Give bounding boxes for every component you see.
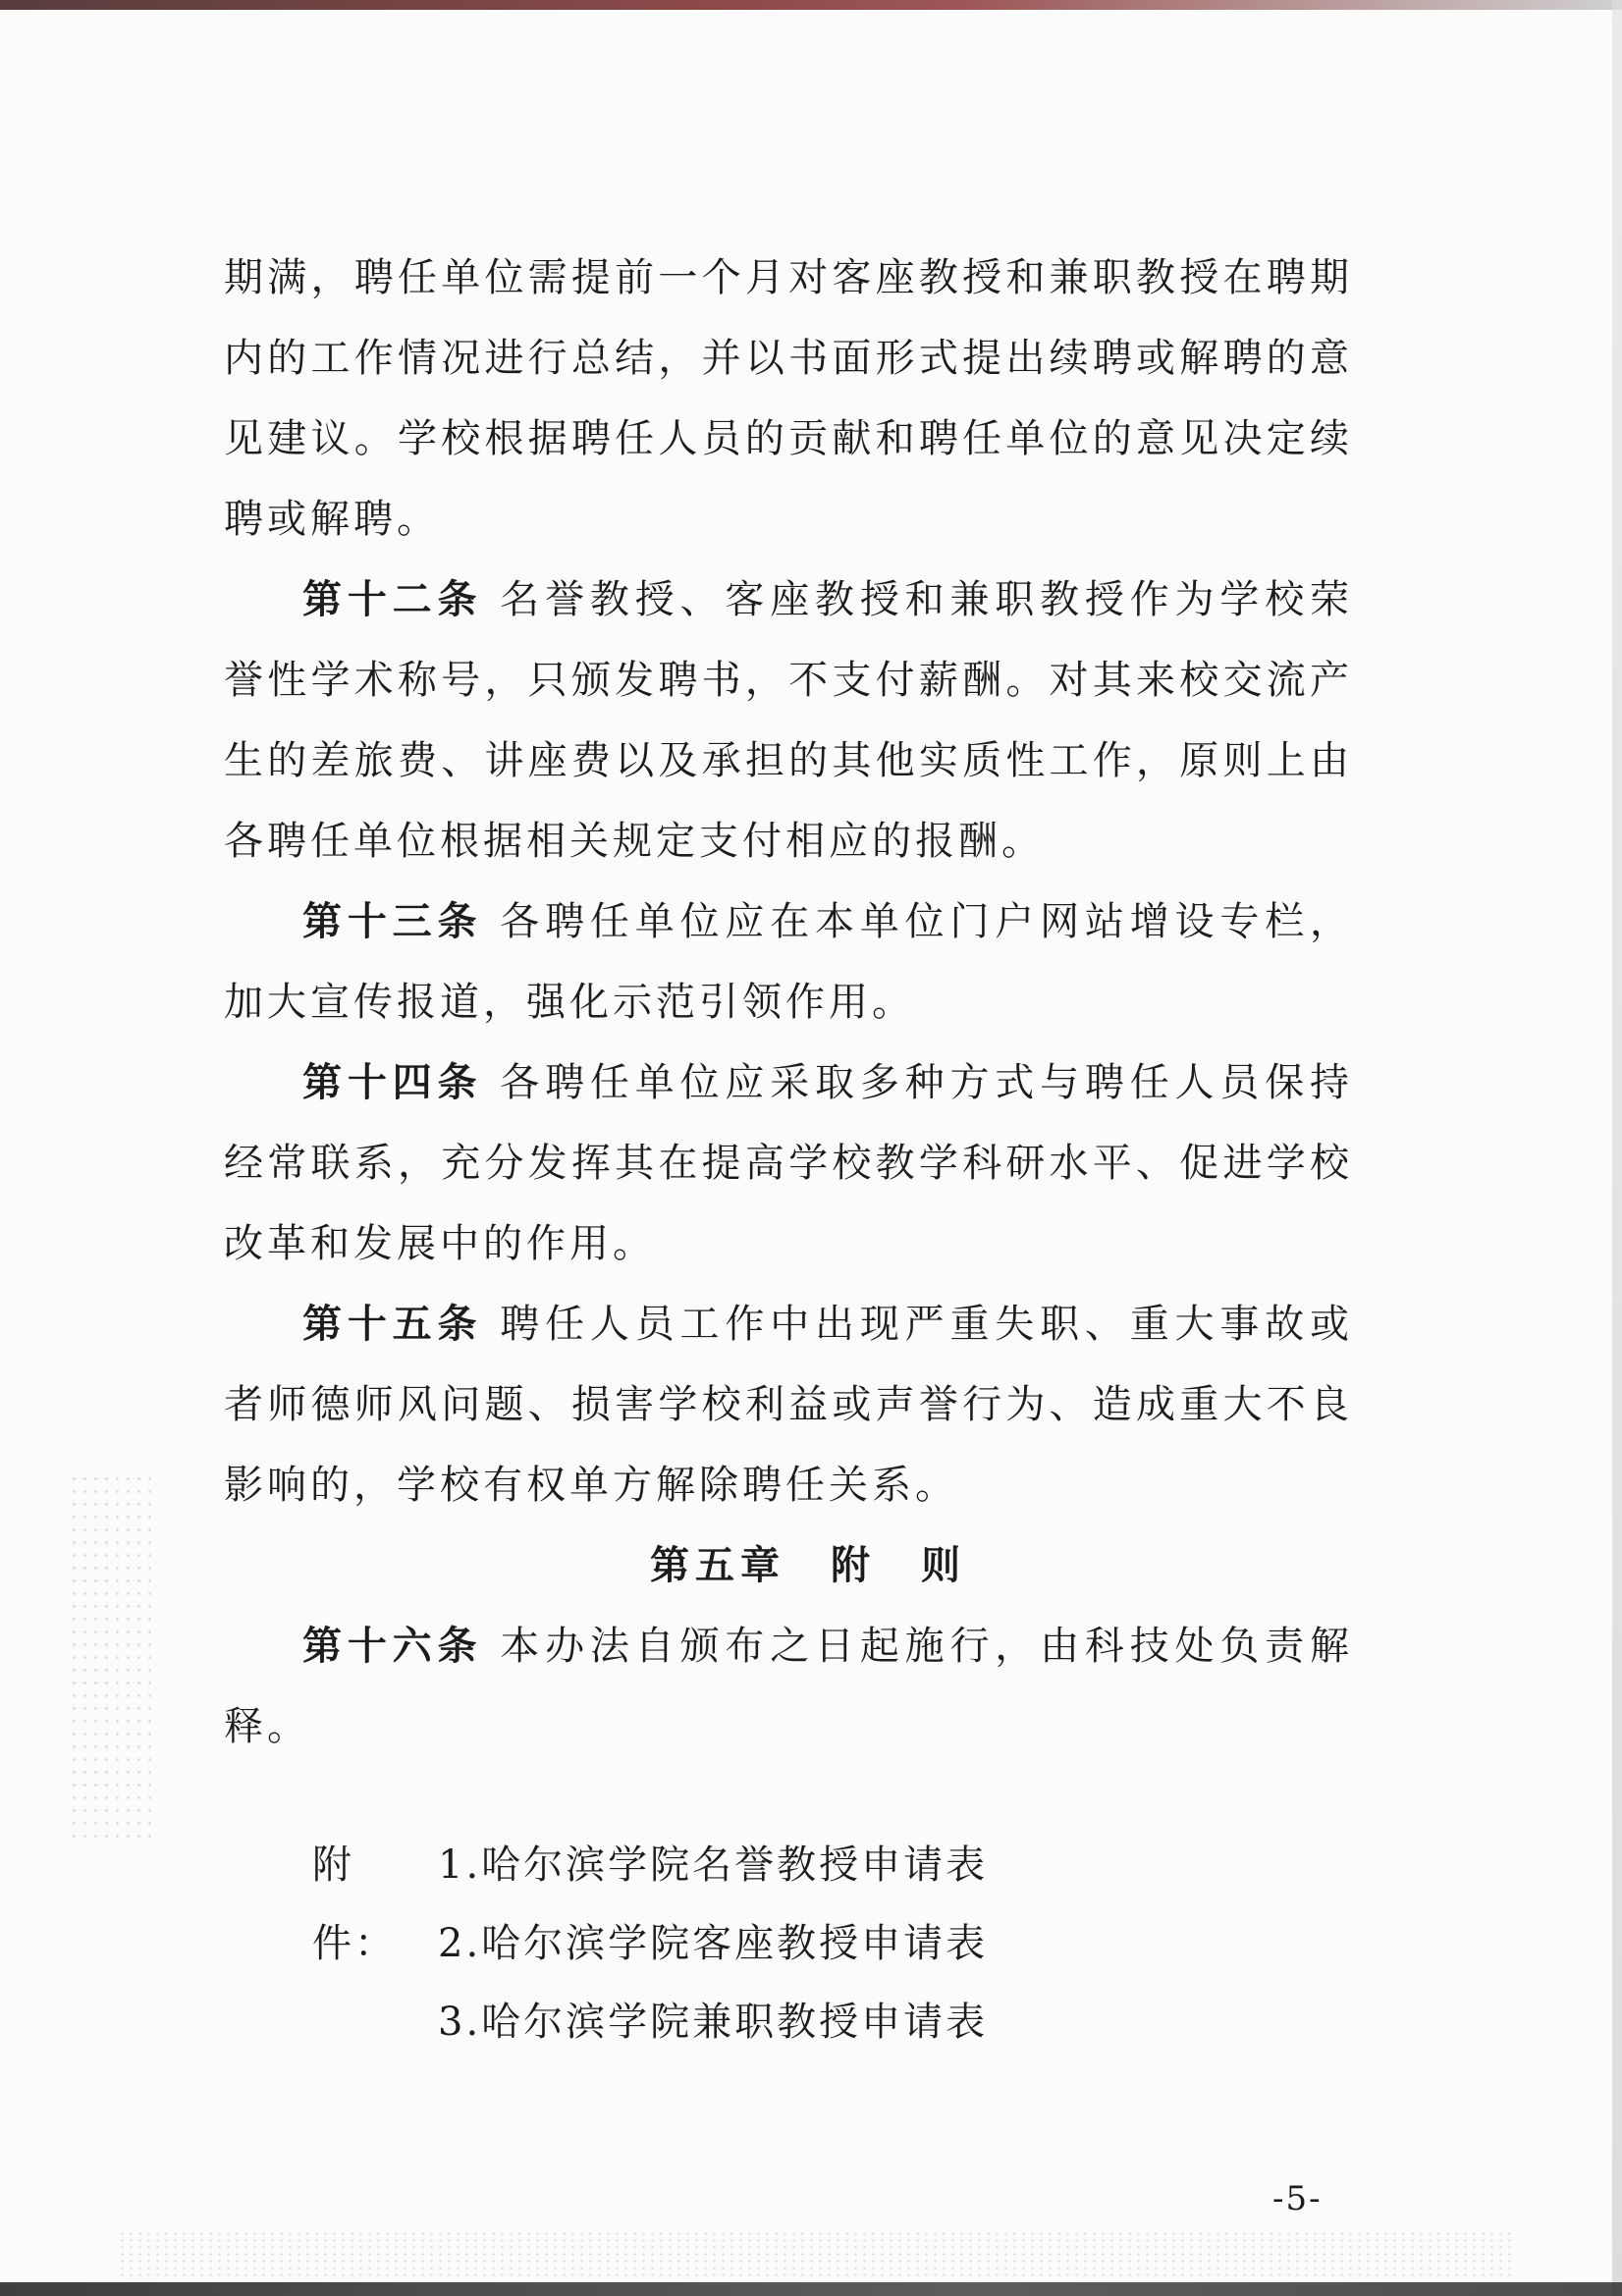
scan-edge-right bbox=[1612, 0, 1622, 2296]
article-15 bbox=[224, 1284, 1353, 1525]
attachment-item: 2.哈尔滨学院客座教授申请表 bbox=[438, 1921, 989, 1966]
article-13 bbox=[224, 881, 1353, 1042]
scan-edge-bottom bbox=[0, 2282, 1622, 2296]
article-16 bbox=[224, 1606, 1353, 1767]
page-number: -5- bbox=[1272, 2179, 1323, 2218]
article-text: 各聘任单位应在本单位门户网站增设专栏，加大宣传报道，强化示范引领作用。 bbox=[224, 899, 1354, 1025]
chapter-title: 第五章 附 则 bbox=[650, 1542, 966, 1588]
article-label: 第十三条 bbox=[302, 898, 483, 944]
article-text: 聘任人员工作中出现严重失职、重大事故或者师德师风问题、损害学校利益或声誉行为、造成重大不良影响的，学校有权单方解除聘任关系。 bbox=[224, 1302, 1354, 1508]
attachment-item: 3.哈尔滨学院兼职教授申请表 bbox=[438, 2000, 989, 2045]
scan-noise-left bbox=[69, 1472, 157, 1845]
article-text: 各聘任单位应采取多种方式与聘任人员保持经常联系，充分发挥其在提高学校教学科研水平、促进学校改革和发展中的作用。 bbox=[224, 1060, 1354, 1266]
article-label: 第十四条 bbox=[302, 1059, 483, 1105]
article-14 bbox=[224, 1042, 1353, 1284]
article-label: 第十六条 bbox=[302, 1623, 483, 1669]
article-text: 名誉教授、客座教授和兼职教授作为学校荣誉性学术称号，只颁发聘书，不支付薪酬。对其来校交流产生的差旅费、讲座费以及承担的其他实质性工作，原则上由各聘任单位根据相关规定支付相应的报酬。 bbox=[224, 577, 1354, 864]
attachment-item: 1.哈尔滨学院名誉教授申请表 bbox=[438, 1842, 989, 1888]
article-12 bbox=[224, 560, 1353, 881]
document-body bbox=[224, 238, 1353, 1767]
article-label: 第十五条 bbox=[302, 1301, 483, 1347]
article-label: 第十二条 bbox=[302, 576, 483, 622]
continuation-paragraph: 期满，聘任单位需提前一个月对客座教授和兼职教授在聘期内的工作情况进行总结，并以书面形式提出续聘或解聘的意见建议。学校根据聘任人员的贡献和聘任单位的意见决定续聘或解聘。 bbox=[224, 255, 1353, 542]
article-text: 本办法自颁布之日起施行，由科技处负责解释。 bbox=[224, 1624, 1354, 1749]
scan-edge-top bbox=[0, 0, 1622, 10]
scan-noise-bottom bbox=[118, 2230, 1512, 2277]
attachments-label: 附件： bbox=[312, 1842, 397, 1966]
